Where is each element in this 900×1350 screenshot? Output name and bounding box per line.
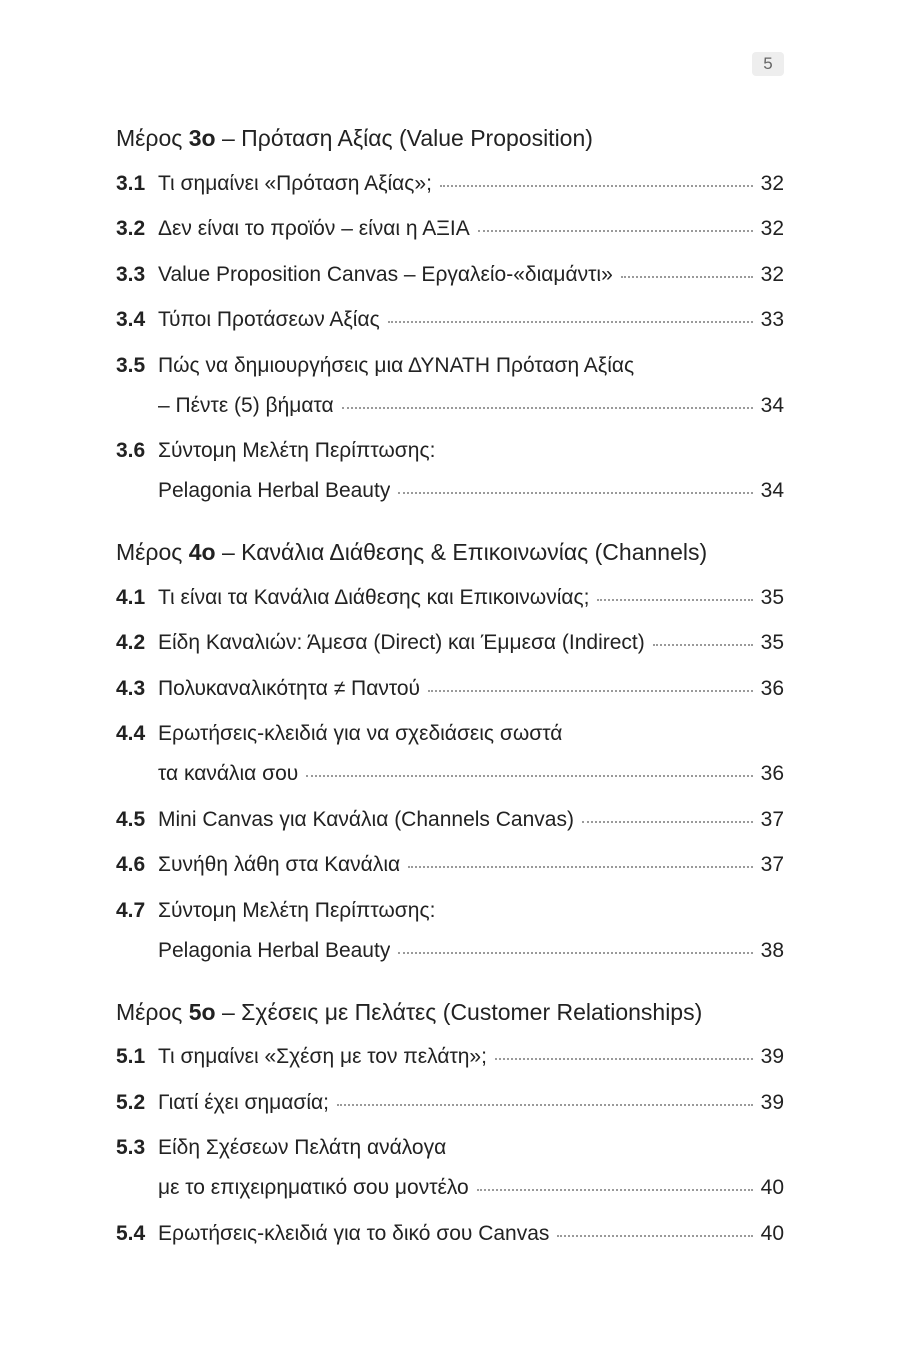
- toc-entry-title: τα κανάλια σου: [158, 762, 299, 785]
- section-heading-number: 5ο: [188, 998, 216, 1025]
- toc-entry-line: [116, 714, 784, 754]
- toc-entry-page: 34: [760, 479, 784, 502]
- toc-entry-page: 32: [760, 171, 784, 195]
- toc-entry-number: 4.6: [116, 853, 146, 876]
- toc-entry-title: Σύντομη Μελέτη Περίπτωσης:: [158, 439, 436, 462]
- toc-entry-page: 35: [760, 585, 784, 609]
- toc-entry[interactable]: [116, 255, 784, 295]
- dot-leader: [306, 775, 752, 777]
- section-heading-prefix: Μέρος: [116, 998, 183, 1025]
- page-number: 5: [752, 52, 784, 76]
- toc-entry-line: [116, 1083, 784, 1123]
- dot-leader: [582, 821, 753, 823]
- toc-entry-line: [116, 1168, 784, 1208]
- section-heading: [116, 532, 784, 572]
- toc-entry-title: Τι σημαίνει «Πρόταση Αξίας»;: [158, 171, 432, 195]
- toc-entry-page: 39: [760, 1045, 784, 1068]
- toc-entry-title: Συνήθη λάθη στα Κανάλια: [158, 853, 401, 876]
- toc-entry-title: Πώς να δημιουργήσεις μια ΔΥΝΑΤΗ Πρόταση Αξίας: [158, 353, 635, 377]
- toc-entry-title: – Πέντε (5) βήματα: [158, 393, 334, 417]
- toc-entry[interactable]: [116, 209, 784, 249]
- toc-entry-line: [116, 471, 784, 511]
- toc-entry-line: [116, 845, 784, 885]
- dot-leader: [398, 952, 752, 954]
- toc-entry-page: 34: [760, 393, 784, 417]
- toc-entry-number: 4.7: [116, 898, 146, 922]
- toc-entry[interactable]: [116, 431, 784, 511]
- toc-entry[interactable]: [116, 1128, 784, 1208]
- dot-leader: [597, 599, 752, 601]
- toc-entry-number: 3.6: [116, 439, 146, 462]
- toc-entry-page: 40: [760, 1176, 784, 1199]
- toc-entry-number: 3.3: [116, 262, 146, 286]
- dot-leader: [408, 866, 753, 868]
- toc-entry[interactable]: [116, 1214, 784, 1254]
- toc-entry-line: [116, 164, 784, 204]
- toc-entry-line: [116, 891, 784, 931]
- toc-entry-page: 36: [760, 676, 784, 700]
- toc-entry[interactable]: [116, 1037, 784, 1077]
- section-heading: [116, 118, 784, 158]
- toc-entry-title: Γιατί έχει σημασία;: [158, 1090, 329, 1114]
- table-of-contents: [116, 118, 784, 1254]
- toc-entry-page: 37: [760, 853, 784, 876]
- toc-entry-number: 5.4: [116, 1221, 146, 1245]
- toc-entry-title: Ερωτήσεις-κλειδιά για να σχεδιάσεις σωστά: [158, 722, 563, 745]
- toc-entry-number: 3.1: [116, 171, 146, 195]
- toc-entry[interactable]: [116, 891, 784, 971]
- toc-entry-number: 3.2: [116, 217, 146, 240]
- toc-entry-page: 32: [760, 262, 784, 286]
- dot-leader: [477, 1189, 753, 1191]
- toc-entry-line: [116, 1037, 784, 1077]
- toc-entry-title: Δεν είναι το προϊόν – είναι η ΑΞΙΑ: [158, 217, 470, 240]
- toc-entry-line: [116, 623, 784, 663]
- toc-entry[interactable]: [116, 346, 784, 426]
- toc-entry-line: [116, 754, 784, 794]
- toc-entry[interactable]: [116, 164, 784, 204]
- toc-entry-line: [116, 300, 784, 340]
- toc-entry-number: 4.2: [116, 631, 146, 654]
- toc-entry-page: 35: [760, 631, 784, 654]
- toc-entry[interactable]: [116, 800, 784, 840]
- toc-section: [116, 118, 784, 511]
- section-heading-number: 3ο: [188, 125, 216, 151]
- section-heading: [116, 992, 784, 1032]
- toc-entry[interactable]: [116, 669, 784, 709]
- toc-entry-number: 3.5: [116, 353, 146, 377]
- dot-leader: [653, 644, 753, 646]
- section-heading-prefix: Μέρος: [116, 125, 183, 151]
- toc-entry-number: 4.1: [116, 585, 146, 609]
- toc-entry[interactable]: [116, 623, 784, 663]
- toc-entry-line: [116, 346, 784, 386]
- toc-entry-title: Mini Canvas για Κανάλια (Channels Canvas): [158, 807, 574, 831]
- toc-entry-line: [116, 386, 784, 426]
- toc-entry[interactable]: [116, 300, 784, 340]
- toc-entry-number: 3.4: [116, 308, 146, 331]
- toc-entry-number: 5.3: [116, 1136, 146, 1159]
- toc-entry-page: 32: [760, 217, 784, 240]
- toc-entry-line: [116, 669, 784, 709]
- toc-entry-number: 5.1: [116, 1045, 146, 1068]
- toc-section: [116, 992, 784, 1254]
- dot-leader: [388, 321, 753, 323]
- section-heading-title: – Πρόταση Αξίας (Value Proposition): [222, 125, 593, 151]
- toc-entry-title: Τι σημαίνει «Σχέση με τον πελάτη»;: [158, 1045, 487, 1068]
- toc-entry-title: Τύποι Προτάσεων Αξίας: [158, 308, 380, 331]
- section-heading-title: – Κανάλια Διάθεσης & Επικοινωνίας (Channels): [222, 539, 708, 565]
- dot-leader: [478, 230, 753, 232]
- toc-entry-line: [116, 578, 784, 618]
- toc-entry-page: 37: [760, 807, 784, 831]
- toc-entry-number: 5.2: [116, 1090, 146, 1114]
- dot-leader: [342, 407, 753, 409]
- toc-entry-page: 33: [760, 308, 784, 331]
- section-heading-title: – Σχέσεις με Πελάτες (Customer Relationships): [222, 998, 703, 1025]
- toc-entry-line: [116, 1128, 784, 1168]
- toc-entry-title: Σύντομη Μελέτη Περίπτωσης:: [158, 898, 436, 922]
- toc-entry-page: 38: [760, 938, 784, 962]
- toc-entry[interactable]: [116, 845, 784, 885]
- toc-entry-line: [116, 209, 784, 249]
- dot-leader: [495, 1058, 753, 1060]
- dot-leader: [337, 1104, 753, 1106]
- dot-leader: [440, 185, 753, 187]
- toc-entry[interactable]: [116, 714, 784, 794]
- toc-entry-page: 39: [760, 1090, 784, 1114]
- toc-entry-title: Είδη Καναλιών: Άμεσα (Direct) και Έμμεσα (Indirect): [158, 631, 645, 654]
- toc-entry-line: [116, 1214, 784, 1254]
- toc-entry-title: Είδη Σχέσεων Πελάτη ανάλογα: [158, 1136, 447, 1159]
- toc-entry-line: [116, 800, 784, 840]
- section-heading-number: 4ο: [188, 539, 216, 565]
- toc-section: [116, 532, 784, 971]
- toc-entry-title: Pelagonia Herbal Beauty: [158, 938, 391, 962]
- toc-entry-number: 4.5: [116, 807, 146, 831]
- dot-leader: [557, 1235, 752, 1237]
- toc-entry-title: με το επιχειρηματικό σου μοντέλο: [158, 1176, 469, 1199]
- toc-entry-title: Τι είναι τα Κανάλια Διάθεσης και Επικοινωνίας;: [158, 585, 590, 609]
- section-heading-prefix: Μέρος: [116, 539, 183, 565]
- dot-leader: [428, 690, 753, 692]
- toc-entry-line: [116, 931, 784, 971]
- dot-leader: [398, 492, 752, 494]
- dot-leader: [621, 276, 753, 278]
- toc-entry-title: Ερωτήσεις-κλειδιά για το δικό σου Canvas: [158, 1221, 550, 1245]
- toc-entry-line: [116, 255, 784, 295]
- toc-entry[interactable]: [116, 578, 784, 618]
- toc-entry-title: Πολυκαναλικότητα ≠ Παντού: [158, 676, 421, 700]
- toc-entry-number: 4.4: [116, 722, 146, 745]
- toc-entry[interactable]: [116, 1083, 784, 1123]
- toc-entry-page: 40: [760, 1221, 784, 1245]
- toc-entry-page: 36: [760, 762, 784, 785]
- toc-entry-line: [116, 431, 784, 471]
- toc-entry-title: Value Proposition Canvas – Εργαλείο-«διαμάντι»: [158, 262, 613, 286]
- toc-entry-number: 4.3: [116, 676, 146, 700]
- toc-entry-title: Pelagonia Herbal Beauty: [158, 479, 391, 502]
